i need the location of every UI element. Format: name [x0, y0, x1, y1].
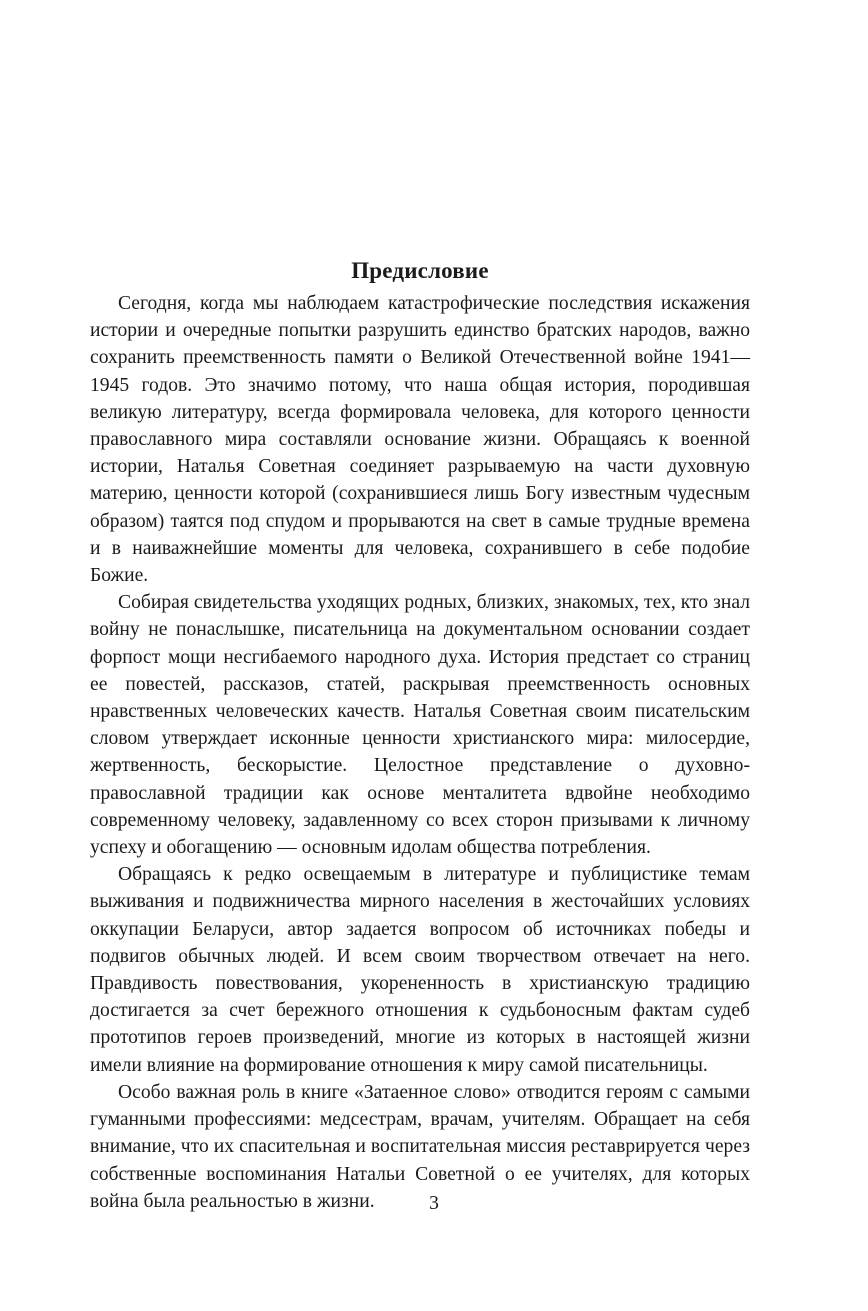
- page-number: 3: [429, 1193, 439, 1214]
- paragraph: Сегодня, когда мы наблюдаем катастрофические последствия искажения истории и очередные попытки разрушить единство братских народов, важно сохранить преемственность памяти о Великой Отечественной войне 1941—1945 годов. Это значимо потому, что наша общая история, породившая великую литературу, всегда формировала человека, для которого ценности православного мира составляли основание жизни. Обращаясь к военной истории, Наталья Советная соединяет разрываемую на части духовную материю, ценности которой (сохранившиеся лишь Богу известным чудесным образом) таятся под спудом и прорываются на свет в самые трудные времена и в наиважнейшие моменты для человека, сохранившего в себе подобие Божие.: [90, 293, 750, 587]
- paragraph: Обращаясь к редко освещаемым в литературе и публицистике темам выживания и подвижничества мирного населения в жесточайших условиях оккупации Беларуси, автор задается вопросом об источниках победы и подвигов обычных людей. И всем своим творчеством отвечает на него. Правдивость повествования, укорененность в христианскую традицию достигается за счет бережного отношения к судьбоносным фактам судеб прототипов героев произведений, многие из которых в настоящей жизни имели влияние на формирование отношения к миру самой писательницы.: [90, 864, 750, 1076]
- page-body: [90, 256, 750, 1215]
- page-title: Предисловие: [351, 258, 489, 283]
- paragraph: Собирая свидетельства уходящих родных, близких, знакомых, тех, кто знал войну не понаслышке, писательница на документальном основании создает форпост мощи несгибаемого народного духа. История предстает со страниц ее повестей, рассказов, статей, раскрывая преемственность основных нравственных человеческих качеств. Наталья Советная своим писательским словом утверждает исконные ценности христианского мира: милосердие, жертвенность, бескорыстие. Целостное представление о духовно-православной традиции как основе менталитета вдвойне необходимо современному человеку, задавленному со всех сторон призывами к личному успеху и обогащению — основным идолам общества потребления.: [90, 592, 750, 859]
- paragraph: Особо важная роль в книге «Затаенное слово» отводится героям с самыми гуманными профессиями: медсестрам, врачам, учителям. Обращает на себя внимание, что их спасительная и воспитательная миссия реставрируется через собственные воспоминания Натальи Советной о ее учителях, для которых война была реальностью в жизни.: [90, 1081, 750, 1212]
